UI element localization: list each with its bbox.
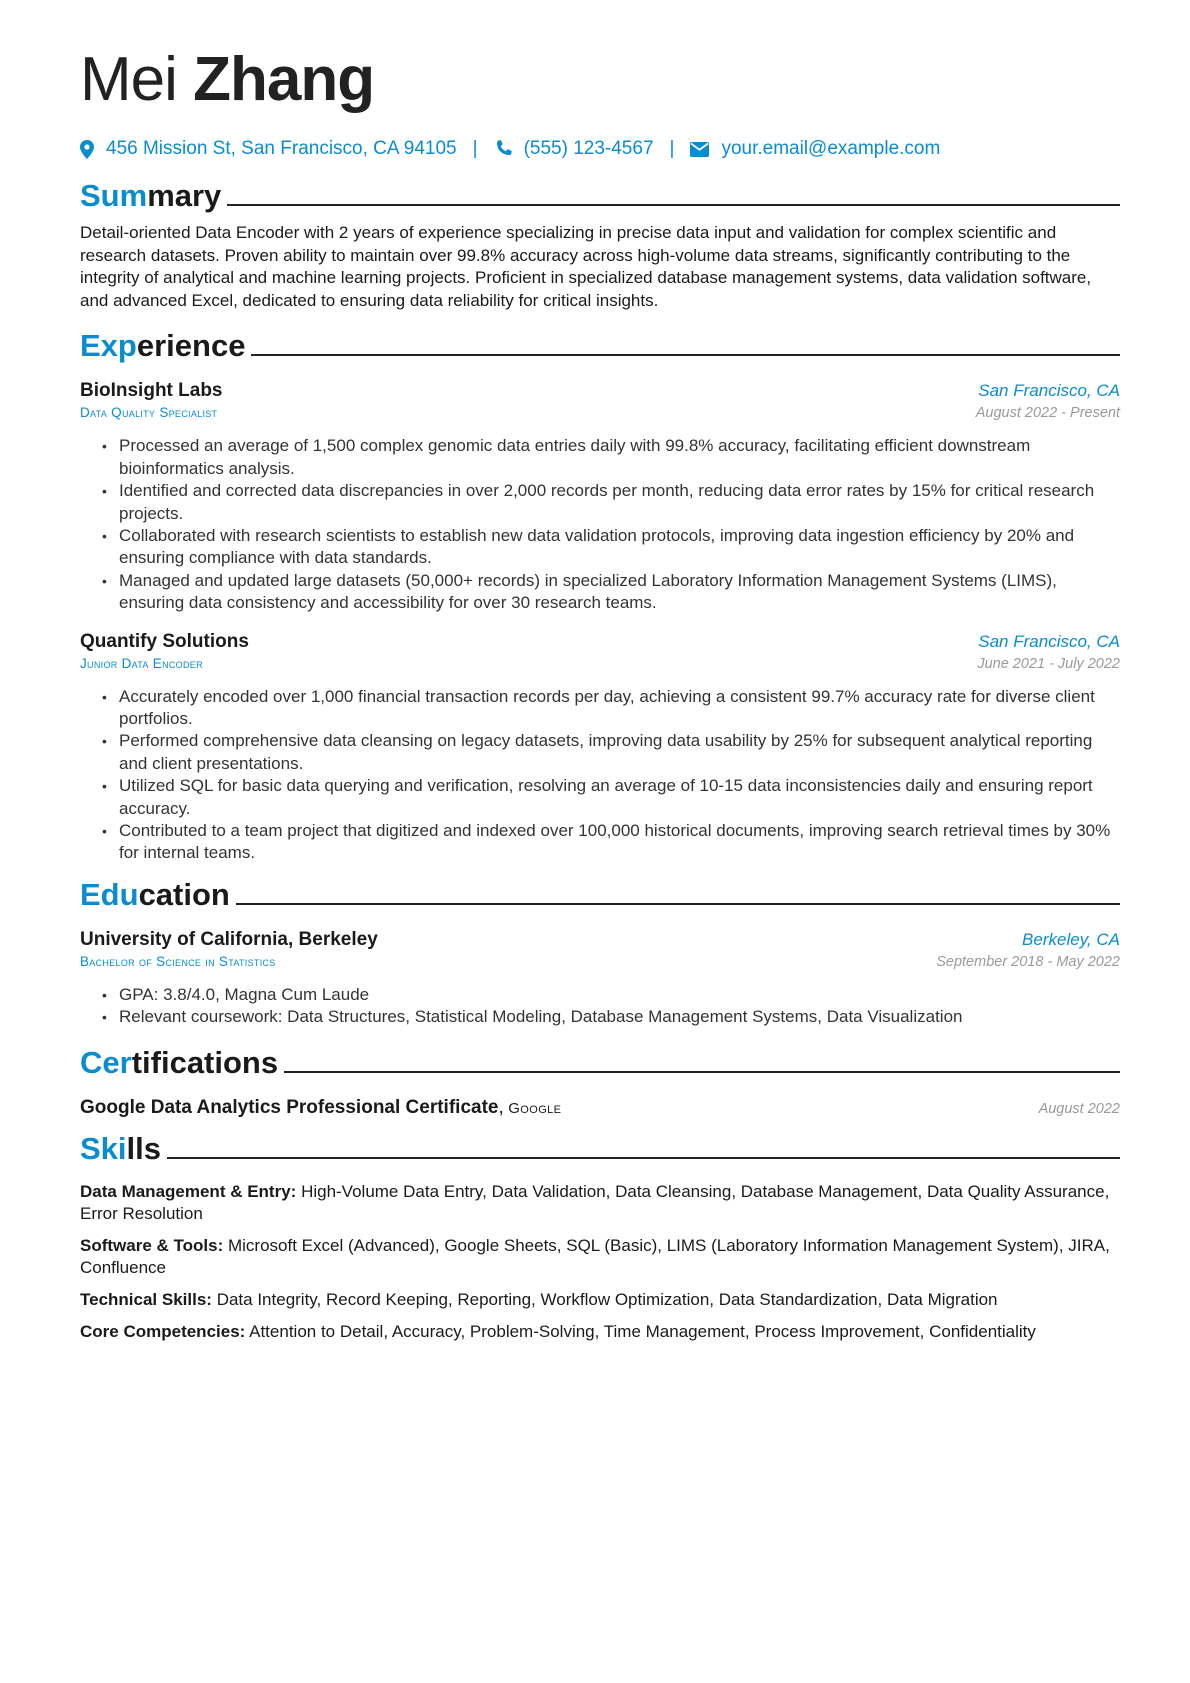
bullet-item: • Contributed to a team project that digitized and indexed over 100,000 historical documents, improving search retrieval times by 30% for internal teams.: [102, 820, 1120, 865]
skill-group: [80, 1321, 1120, 1344]
certification-comma: ,: [498, 1096, 504, 1118]
bullet-item: • Managed and updated large datasets (50,000+ records) in specialized Laboratory Information Management Systems (LIMS), ensuring data consistency and accessibility for over 30 research teams.: [102, 570, 1120, 615]
job-location: San Francisco, CA: [978, 631, 1120, 651]
contact-separator: |: [472, 138, 478, 159]
education-bullets: [102, 984, 1120, 1029]
degree: Bachelor of Science in Statistics: [80, 953, 276, 969]
section-title-accent: Ski: [80, 1130, 127, 1166]
skill-group-label: Core Competencies:: [80, 1321, 246, 1341]
section-title-skills: [80, 1127, 1120, 1167]
section-title-rest: tifications: [131, 1044, 279, 1080]
certification-name: Google Data Analytics Professional Certificate: [80, 1096, 499, 1118]
section-title-education: [80, 873, 1120, 913]
section-title-accent: Edu: [80, 876, 139, 912]
certifications-section: [80, 1041, 1120, 1119]
skill-group: [80, 1289, 1120, 1312]
skill-group: [80, 1235, 1120, 1280]
phone-icon: [494, 140, 512, 158]
job-bullets: [102, 686, 1120, 865]
candidate-name: [80, 40, 1120, 120]
job-entry: [80, 380, 1120, 614]
bullet-item: • Processed an average of 1,500 complex genomic data entries daily with 99.8% accuracy, facilitating efficient downstream bioinformatics analysis.: [102, 435, 1120, 480]
bullet-item: • Collaborated with research scientists to establish new data validation protocols, improving data ingestion efficiency by 20% and ensuring compliance with data standards.: [102, 525, 1120, 570]
last-name: Zhang: [193, 45, 375, 114]
section-title-accent: Sum: [80, 178, 148, 213]
contact-bar: [80, 136, 1120, 162]
section-rule: [167, 1157, 1120, 1159]
job-role: Data Quality Specialist: [80, 405, 218, 421]
address-item: [80, 138, 457, 160]
summary-text: Detail-oriented Data Encoder with 2 years of experience specializing in precise data input and validation for complex scientific and research datasets. Proven ability to maintain over 99.8% accuracy across high-volume data streams, significantly contributing to the integrity of analytical and machine learning projects. Proficient in specialized database management systems, data validation software, and advanced Excel, dedicated to ensuring data reliability for critical insights.: [80, 223, 1092, 310]
envelope-icon: [690, 142, 709, 157]
school-name: University of California, Berkeley: [80, 928, 378, 950]
address-text: 456 Mission St, San Francisco, CA 94105: [106, 138, 457, 159]
education-section: [80, 873, 1120, 1029]
section-rule: [251, 354, 1120, 356]
section-title-rest: mary: [147, 178, 222, 213]
job-organization: BioInsight Labs: [80, 380, 223, 402]
email-item[interactable]: [690, 138, 940, 160]
bullet-item: • GPA: 3.8/4.0, Magna Cum Laude: [102, 984, 1120, 1006]
job-bullets: [102, 435, 1120, 614]
job-dates: August 2022 - Present: [975, 405, 1120, 422]
phone-text: (555) 123-4567: [523, 138, 654, 159]
bullet-item: • Relevant coursework: Data Structures, Statistical Modeling, Database Management Systems, Data Visualization: [102, 1006, 1120, 1028]
job-role: Junior Data Encoder: [80, 655, 203, 671]
map-pin-icon: [80, 140, 94, 159]
skill-group-value: Microsoft Excel (Advanced), Google Sheets, SQL (Basic), LIMS (Laboratory Information Management System), JIRA, Confluence: [80, 1235, 1110, 1278]
skill-group-value: Data Integrity, Record Keeping, Reporting, Workflow Optimization, Data Standardization, Data Migration: [216, 1290, 998, 1310]
section-title-certifications: [80, 1041, 1120, 1081]
school-location: Berkeley, CA: [1022, 929, 1120, 949]
phone-item[interactable]: [494, 138, 654, 160]
email-text: your.email@example.com: [721, 138, 941, 159]
section-title-accent: Cer: [80, 1044, 132, 1080]
section-title-experience: [80, 324, 1120, 364]
skills-section: [80, 1127, 1120, 1344]
job-dates: June 2021 - July 2022: [977, 655, 1120, 672]
job-entry: [80, 631, 1120, 865]
skill-group-label: Software & Tools:: [80, 1235, 224, 1255]
section-title-summary: [80, 174, 1120, 214]
bullet-item: • Utilized SQL for basic data querying and verification, resolving an average of 10-15 data inconsistencies daily and ensuring report accuracy.: [102, 775, 1120, 820]
skill-group-label: Data Management & Entry:: [80, 1181, 297, 1201]
certification-entry: [80, 1097, 1120, 1119]
skill-group: [80, 1181, 1120, 1226]
bullet-item: • Identified and corrected data discrepancies in over 2,000 records per month, reducing data error rates by 15% for critical research projects.: [102, 480, 1120, 525]
bullet-item: • Performed comprehensive data cleansing on legacy datasets, improving data usability by 25% for subsequent analytical reporting and client presentations.: [102, 730, 1120, 775]
skill-group-label: Technical Skills:: [80, 1290, 212, 1310]
section-rule: [236, 903, 1120, 905]
section-rule: [227, 204, 1120, 206]
certification-issuer: Google: [508, 1099, 562, 1117]
job-organization: Quantify Solutions: [80, 630, 249, 652]
first-name: Mei: [80, 45, 177, 114]
summary-section: [80, 174, 1120, 312]
section-title-accent: Exp: [80, 328, 137, 364]
resume-page: [80, 40, 1120, 1343]
skill-group-value: Attention to Detail, Accuracy, Problem-Solving, Time Management, Process Improvement, Confidentiality: [249, 1321, 1036, 1341]
section-title-rest: lls: [126, 1130, 161, 1166]
job-location: San Francisco, CA: [978, 381, 1120, 401]
education-entry: [80, 929, 1120, 1029]
bullet-item: • Accurately encoded over 1,000 financial transaction records per day, achieving a consistent 99.7% accuracy rate for diverse client portfolios.: [102, 686, 1120, 731]
section-rule: [284, 1071, 1120, 1073]
education-dates: September 2018 - May 2022: [936, 953, 1120, 970]
section-title-rest: erience: [136, 328, 246, 364]
skill-group-value: High-Volume Data Entry, Data Validation, Data Cleansing, Database Management, Data Quality Assurance, Error Resolution: [80, 1181, 1110, 1224]
experience-section: [80, 324, 1120, 865]
contact-separator: |: [669, 138, 675, 159]
section-title-rest: cation: [138, 876, 230, 912]
certification-date: August 2022: [1038, 1100, 1120, 1117]
